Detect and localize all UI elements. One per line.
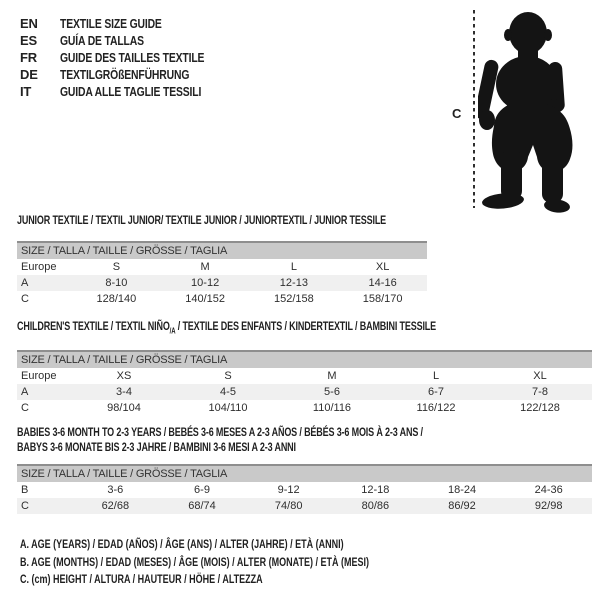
footnote-b: B. AGE (MONTHS) / EDAD (MESES) / ÂGE (MOIS) / ALTER (MONATE) / ETÀ (MESI) [20, 554, 369, 569]
footnote-a: A. AGE (YEARS) / EDAD (AÑOS) / ÂGE (ANS) / ALTER (JAHRE) / ETÀ (ANNI) [20, 537, 344, 551]
table-row [17, 275, 427, 291]
height-measure-label: C [452, 106, 462, 121]
value-cell: 74/80 [274, 500, 303, 512]
value-cell: 6-7 [428, 386, 444, 399]
row-label: B [21, 484, 29, 496]
size-header-bar: SIZE / TALLA / TAILLE / GRÖSSE / TAGLIA [17, 464, 592, 482]
footnotes [20, 536, 485, 589]
toddler-silhouette-icon [478, 8, 590, 214]
language-row [20, 32, 240, 49]
table-row [17, 482, 592, 498]
table-row [17, 384, 592, 400]
footnote-c: C. (cm) HEIGHT / ALTURA / HAUTEUR / HÖHE / ALTEZZA [20, 572, 263, 586]
size-header-bar: SIZE / TALLA / TAILLE / GRÖSSE / TAGLIA [17, 350, 592, 368]
size-cell: L [432, 370, 440, 383]
value-cell: 12-13 [279, 277, 308, 289]
value-cell: 98/104 [107, 402, 141, 415]
language-row [20, 83, 240, 100]
language-guide-title: TEXTILE SIZE GUIDE [60, 16, 162, 31]
size-cell: XL [375, 261, 390, 273]
value-cell: 68/74 [188, 500, 216, 512]
language-code: EN [20, 16, 38, 31]
value-cell: 158/170 [362, 293, 403, 305]
junior-table-rows [17, 259, 427, 307]
row-label: C [21, 500, 29, 512]
language-guide-title: GUÍA DE TALLAS [60, 33, 144, 48]
value-cell: 104/110 [208, 402, 248, 415]
row-label: A [21, 386, 29, 399]
table-row [17, 498, 592, 514]
value-cell: 6-9 [194, 484, 210, 496]
row-label: Europe [21, 370, 57, 383]
table-row [17, 368, 592, 384]
table-row [17, 291, 427, 307]
height-measure-dashed-line [473, 10, 475, 208]
value-cell: 24-36 [534, 484, 563, 496]
value-cell: 92/98 [534, 500, 563, 512]
size-cell: S [224, 370, 232, 383]
value-cell: 7-8 [532, 386, 548, 399]
size-cell: XL [533, 370, 547, 383]
junior-textile-table [17, 213, 427, 307]
row-label: C [21, 402, 29, 415]
value-cell: 128/140 [96, 293, 137, 305]
row-label: Europe [21, 261, 57, 273]
value-cell: 3-4 [116, 386, 132, 399]
value-cell: 10-12 [191, 277, 220, 289]
value-cell: 140/152 [185, 293, 225, 305]
children-table-title: CHILDREN'S TEXTILE / TEXTIL $NIÑO_{/A}$ / TEXTILE DES ENFANTS / KINDERTEXTIL / BAMBINI TESSILE [17, 319, 437, 336]
size-cell: S [112, 261, 121, 273]
language-code: FR [20, 50, 37, 65]
value-cell: 110/116 [312, 402, 352, 415]
language-row [20, 15, 240, 32]
value-cell: 12-18 [361, 484, 390, 496]
size-cell: M [327, 370, 337, 383]
value-cell: 86/92 [448, 500, 476, 512]
language-guide-title: TEXTILGRÖßENFÜHRUNG [60, 67, 190, 82]
babies-textile-table [17, 425, 592, 514]
value-cell: 80/86 [361, 500, 390, 512]
value-cell: 116/122 [416, 402, 456, 415]
language-code: IT [20, 84, 32, 99]
babies-table-title-line1: BABIES 3-6 MONTH TO 2-3 YEARS / BEBÉS 3-6 MESES A 2-3 AÑOS / BÉBÉS 3-6 MOIS À 2-3 ANS / [17, 425, 423, 439]
language-guide-title: GUIDE DES TAILLES TEXTILE [60, 50, 205, 65]
value-cell: 14-16 [368, 277, 397, 289]
language-row [20, 66, 240, 83]
language-guide [20, 15, 240, 100]
table-row [17, 259, 427, 275]
value-cell: 9-12 [277, 484, 300, 496]
language-guide-title: GUIDA ALLE TAGLIE TESSILI [60, 84, 202, 99]
value-cell: 8-10 [105, 277, 128, 289]
value-cell: 152/158 [273, 293, 314, 305]
babies-table-rows [17, 482, 592, 514]
language-code: ES [20, 33, 37, 48]
row-label: C [21, 293, 29, 305]
size-header-bar: SIZE / TALLA / TAILLE / GRÖSSE / TAGLIA [17, 241, 427, 259]
language-code: DE [20, 67, 38, 82]
row-label: A [21, 277, 29, 289]
children-table-rows [17, 368, 592, 416]
table-row [17, 400, 592, 416]
junior-table-title: JUNIOR TEXTILE / TEXTIL JUNIOR/ TEXTILE JUNIOR / JUNIORTEXTIL / JUNIOR TESSILE [17, 213, 387, 227]
size-cell: M [200, 261, 210, 273]
babies-table-title-line2: BABYS 3-6 MONATE BIS 2-3 JAHRE / BAMBINI 3-6 MESI A 2-3 ANNI [17, 440, 296, 454]
children-textile-table [17, 319, 592, 416]
language-row [20, 49, 240, 66]
size-cell: L [290, 261, 297, 273]
value-cell: 4-5 [220, 386, 236, 399]
title-subscript: /A [169, 326, 176, 336]
value-cell: 5-6 [324, 386, 340, 399]
value-cell: 18-24 [447, 484, 477, 496]
value-cell: 3-6 [107, 484, 124, 496]
size-cell: XS [116, 370, 132, 383]
value-cell: 122/128 [520, 402, 560, 415]
value-cell: 62/68 [101, 500, 130, 512]
